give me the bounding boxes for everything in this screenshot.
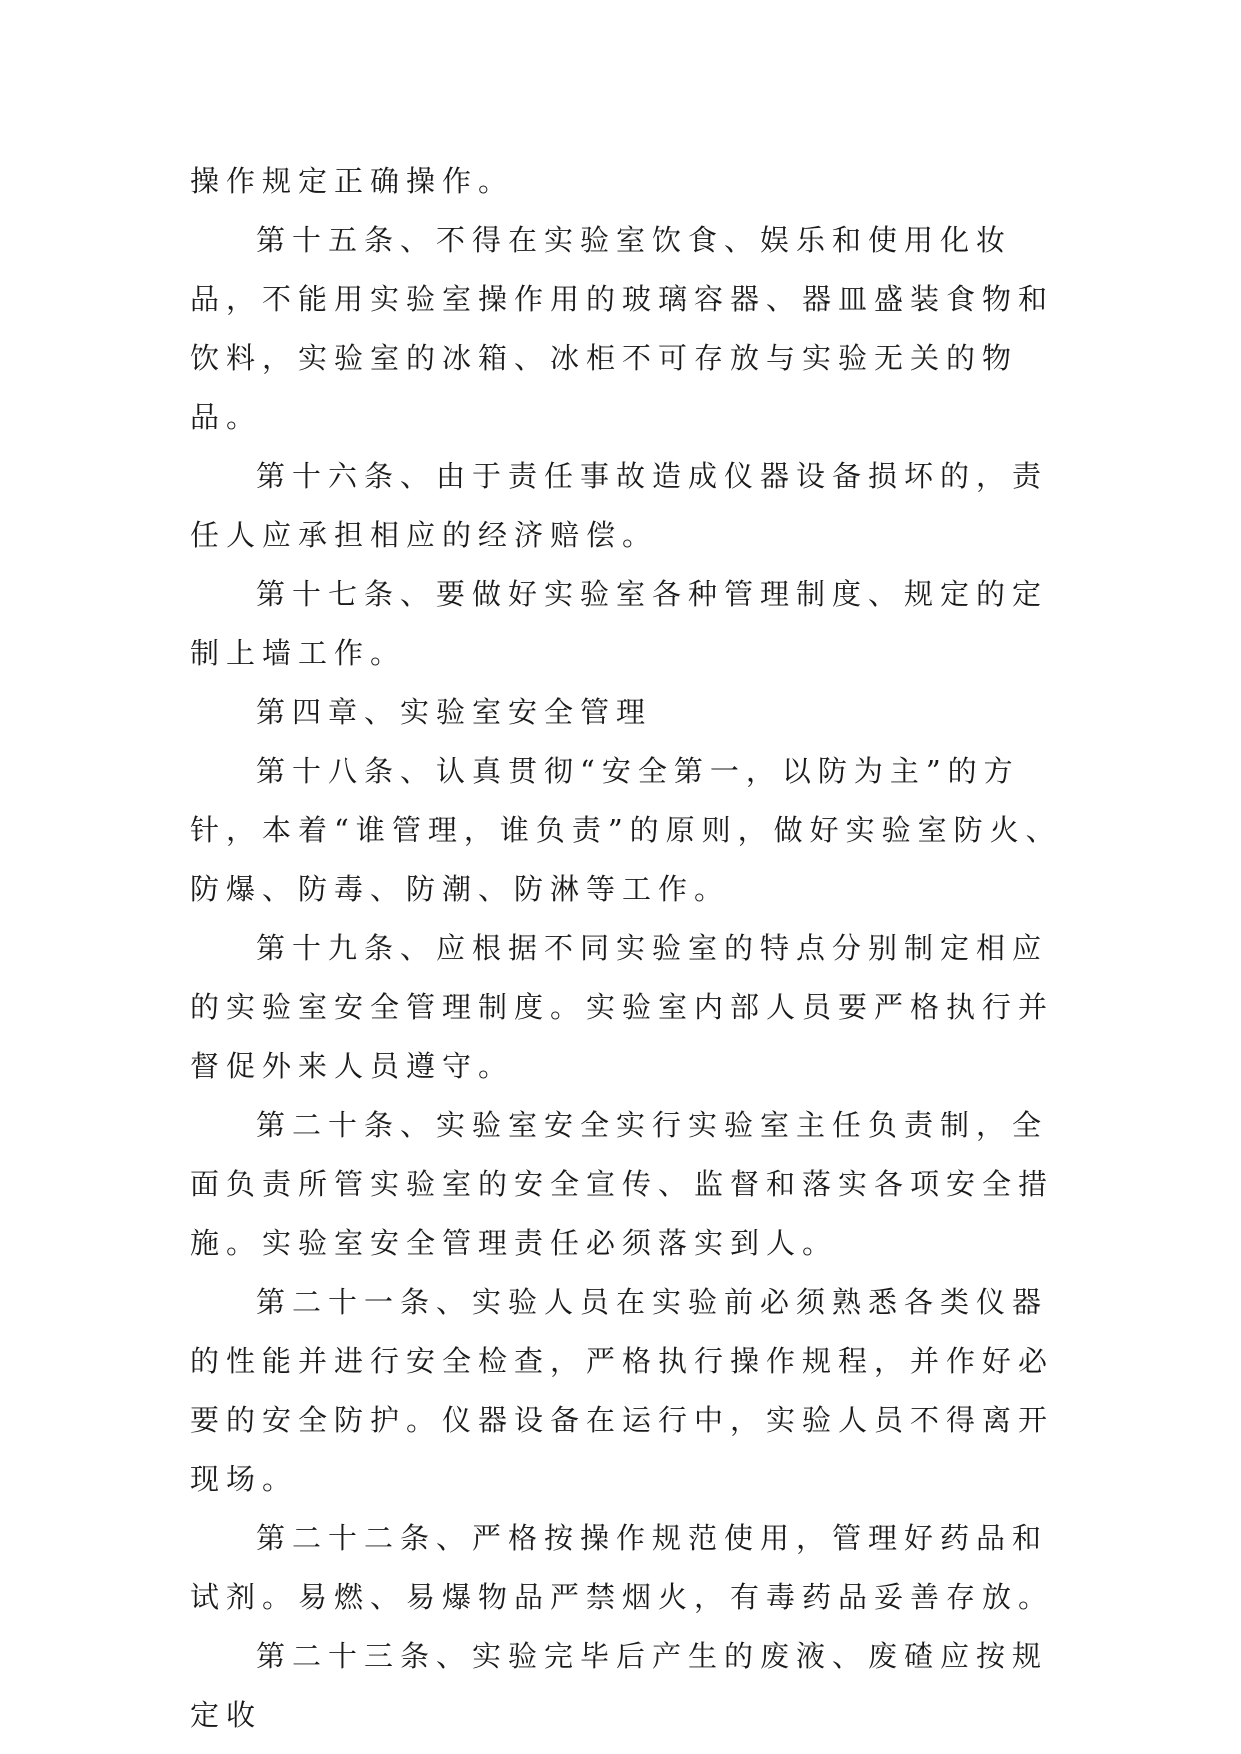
chapter-4-heading: 第四章、实验室安全管理 [256, 695, 653, 729]
article-18: 第十八条、认真贯彻“安全第一，以防为主”的方针，本着“谁管理，谁负责”的原则，做好实验室防火、防爆、防毒、防潮、防淋等工作。 [190, 754, 1062, 906]
article-19: 第十九条、应根据不同实验室的特点分别制定相应的实验室安全管理制度。实验室内部人员要严格执行并督促外来人员遵守。 [190, 931, 1055, 1083]
article-23: 第二十三条、实验完毕后产生的废液、废碴应按规定收 [190, 1639, 1049, 1732]
article-20: 第二十条、实验室安全实行实验室主任负责制，全面负责所管实验室的安全宣传、监督和落实各项安全措施。实验室安全管理责任必须落实到人。 [190, 1108, 1055, 1260]
article-15: 第十五条、不得在实验室饮食、娱乐和使用化妆品，不能用实验室操作用的玻璃容器、器皿盛装食物和饮料，实验室的冰箱、冰柜不可存放与实验无关的物品。 [190, 223, 1055, 434]
article-16: 第十六条、由于责任事故造成仪器设备损坏的，责任人应承担相应的经济赔偿。 [190, 459, 1049, 552]
article-21: 第二十一条、实验人员在实验前必须熟悉各类仪器的性能并进行安全检查，严格执行操作规程，并作好必要的安全防护。仪器设备在运行中，实验人员不得离开现场。 [190, 1285, 1055, 1496]
article-22: 第二十二条、严格按操作规范使用，管理好药品和试剂。易燃、易爆物品严禁烟火，有毒药品妥善存放。 [190, 1521, 1055, 1614]
article-17: 第十七条、要做好实验室各种管理制度、规定的定制上墙工作。 [190, 577, 1049, 670]
paragraph-continuation: 操作规定正确操作。 [190, 164, 515, 198]
document-body [190, 152, 1070, 1745]
